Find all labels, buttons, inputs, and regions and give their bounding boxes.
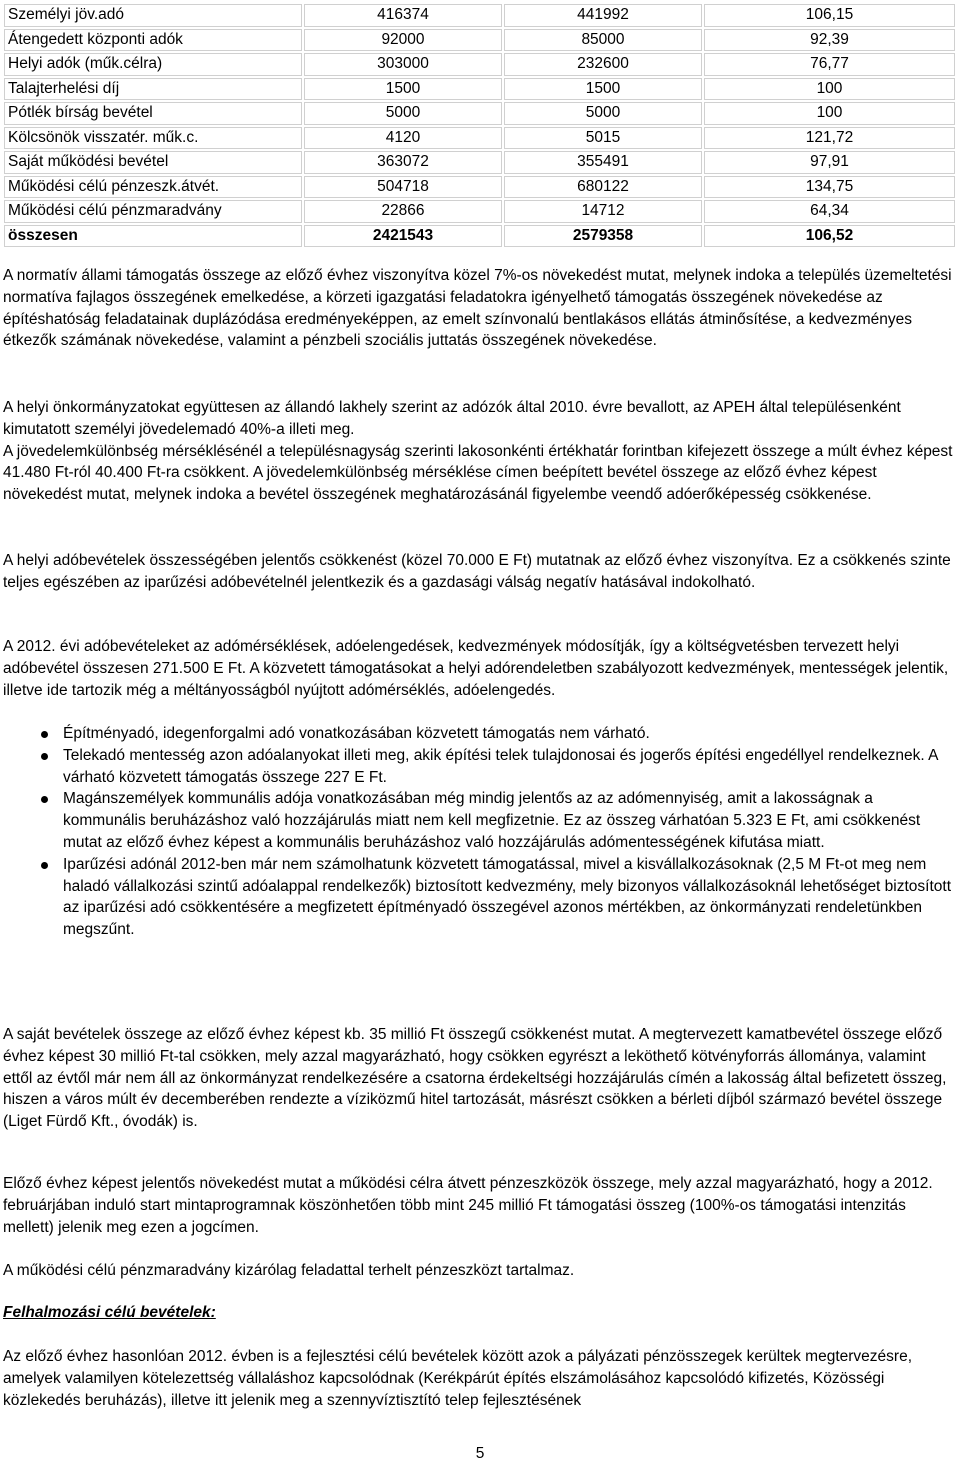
total-value-2: 2579358 — [504, 225, 702, 248]
list-item — [3, 788, 956, 853]
row-label: Saját működési bevétel — [4, 151, 302, 174]
row-value-2: 14712 — [504, 200, 702, 223]
paragraph-adobevetel-2012 — [3, 636, 956, 701]
row-value-2: 232600 — [504, 53, 702, 76]
row-ratio: 100 — [704, 78, 955, 101]
row-label: Talajterhelési díj — [4, 78, 302, 101]
paragraph-text: A 2012. évi adóbevételeket az adómérséklések, adóelengedések, kedvezmények módosítják, így a költségvetésben tervezett helyi adóbevétel összesen 271.500 E Ft. A közvetett támogatásokat a helyi adórendeletben szabályozott kedvezmények, mentességek jelentik, illetve ide tartozik még a méltányosságból nyújtott adómérséklés, adóelengedés. — [3, 638, 949, 699]
row-value-2: 1500 — [504, 78, 702, 101]
row-value-2: 5000 — [504, 102, 702, 125]
paragraph-text: Előző évhez képest jelentős növekedést mutat a működési célra átvett pénzeszközök összege, mely azzal magyarázható, hogy a 2012. februárjában induló start mintaprogramnak köszönhetően több mint 245 millió Ft támogatási összeg (100%-os támogatási intenzitás mellett) jelenik meg ezen a jogcímen. — [3, 1175, 933, 1236]
bullet-icon — [41, 731, 48, 738]
bullet-list — [3, 723, 956, 941]
paragraph-text: A normatív állami támogatás összege az előző évhez viszonyítva közel 7%-os növekedést mutat, melynek indoka a település üzemeltetési normatíva fajlagos összegének emelkedése, a körzeti igazgatási feladatokra igényelhető támogatás összegének növekedése az építéshatóság feladatainak duplázódása eredményeképpen, az emelt színvonalú bentlakásos ellátás átminősítése, a kedvezményes étkezők számának növekedése, valamint a pénzbeli szociális juttatás összegének növekedése. — [3, 267, 952, 350]
row-value-1: 92000 — [304, 29, 502, 52]
row-value-1: 363072 — [304, 151, 502, 174]
paragraph-felhalmozasi — [3, 1346, 956, 1411]
list-item — [3, 723, 956, 745]
paragraph-sajat-bevetelek — [3, 1024, 956, 1133]
total-ratio: 106,52 — [704, 225, 955, 248]
row-value-1: 303000 — [304, 53, 502, 76]
row-ratio: 92,39 — [704, 29, 955, 52]
paragraph-penzmaradvany — [3, 1260, 956, 1282]
section-heading — [3, 1302, 956, 1324]
paragraph-text: A saját bevételek összege az előző évhez képest kb. 35 millió Ft összegű csökkenést mutat. A megtervezett kamatbevétel összege előző évhez képest 30 millió Ft-tal csökken, mely azzal magyarázható, hogy csökken egyrészt a leköthető kötvényforrás állománya, valamint ettől az évtől már nem áll az önkormányzat rendelkezésére a csatorna érdekeltségi hozzájárulás címén a lakosság által befizetett összeg, hiszen a város múlt év decemberében rendezte a víziközmű hitel tartozását, másrészt csökken a bérleti díjból származó bevétel összege (Liget Fürdő Kft., óvodák) is. — [3, 1026, 947, 1131]
paragraph-text: A jövedelemkülönbség mérséklésénél a településnagyság szerinti lakosonkénti értékhatár forintban kifejezett összege a múlt évhez képest 41.480 Ft-ról 40.400 Ft-ra csökkent. A jövedelemkülönbség mérséklése címen beépített bevétel összege az előző évhez képest növekedést mutat, melynek indoka a bevétel összegének meghatározásánál figyelembe veendő adóerőképesség csökkenése. — [3, 442, 953, 504]
row-label: Helyi adók (műk.célra) — [4, 53, 302, 76]
paragraph-text: A helyi önkormányzatokat együttesen az állandó lakhely szerint az adózók által 2010. évre bevallott, az APEH által településenként kimutatott személyi jövedelemadó 40%-a illeti meg. — [3, 399, 901, 438]
table-total-row — [4, 225, 955, 248]
row-value-1: 22866 — [304, 200, 502, 223]
row-label: Személyi jöv.adó — [4, 4, 302, 27]
row-ratio: 64,34 — [704, 200, 955, 223]
bullet-icon — [41, 796, 48, 803]
list-item-text: Építményadó, idegenforgalmi adó vonatkozásában közvetett támogatás nem várható. — [63, 725, 650, 742]
row-ratio: 76,77 — [704, 53, 955, 76]
list-item — [3, 854, 956, 941]
table-row — [4, 53, 955, 76]
page-number: 5 — [475, 1445, 485, 1462]
table-row — [4, 176, 955, 199]
paragraph-atvett-penzeszkoz — [3, 1173, 956, 1238]
row-ratio: 106,15 — [704, 4, 955, 27]
budget-table — [2, 2, 957, 249]
row-label: Pótlék bírság bevétel — [4, 102, 302, 125]
row-ratio: 121,72 — [704, 127, 955, 150]
table-row — [4, 151, 955, 174]
row-ratio: 97,91 — [704, 151, 955, 174]
row-label: Működési célú pénzmaradvány — [4, 200, 302, 223]
list-item-text: Telekadó mentesség azon adóalanyokat illeti meg, akik építési telek tulajdonosai és jogerős építési engedéllyel rendelkeznek. A várható közvetett támogatás összege 227 E Ft. — [63, 746, 938, 786]
row-value-2: 441992 — [504, 4, 702, 27]
total-label: összesen — [4, 225, 302, 248]
row-ratio: 134,75 — [704, 176, 955, 199]
table-row — [4, 78, 955, 101]
budget-table-body — [4, 4, 955, 247]
bullet-icon — [41, 753, 48, 760]
row-value-1: 416374 — [304, 4, 502, 27]
row-ratio: 100 — [704, 102, 955, 125]
table-row — [4, 102, 955, 125]
row-value-2: 5015 — [504, 127, 702, 150]
list-item-text: Magánszemélyek kommunális adója vonatkozásában még mindig jelentős az az adómennyiség, amit a lakosságnak a kommunális beruházáshoz való hozzájárulás miatt nem kell megfizetnie. Ez az összeg várhatóan 5.323 E Ft, ami csökkenést mutat az előző évhez képest a kommunális beruházáshoz való hozzájárulás adómentességének kifutása miatt. — [63, 790, 921, 851]
paragraph-normativ — [3, 265, 956, 352]
heading-text: Felhalmozási célú bevételek: — [3, 1304, 216, 1321]
list-item — [3, 745, 956, 789]
row-label: Átengedett központi adók — [4, 29, 302, 52]
row-value-2: 680122 — [504, 176, 702, 199]
paragraph-helyi-adok — [3, 550, 956, 594]
bullet-icon — [41, 862, 48, 869]
row-value-1: 1500 — [304, 78, 502, 101]
paragraph-text: A helyi adóbevételek összességében jelentős csökkenést (közel 70.000 E Ft) mutatnak az előző évhez viszonyítva. Ez a csökkenés szinte teljes egészében az iparűzési adóbevételnél jelentkezik és a gazdasági válság negatív hatásával indokolható. — [3, 552, 951, 591]
paragraph-szja — [3, 397, 956, 506]
row-value-1: 504718 — [304, 176, 502, 199]
row-label: Kölcsönök visszatér. műk.c. — [4, 127, 302, 150]
row-value-1: 5000 — [304, 102, 502, 125]
row-value-2: 85000 — [504, 29, 702, 52]
row-value-2: 355491 — [504, 151, 702, 174]
total-value-1: 2421543 — [304, 225, 502, 248]
table-row — [4, 200, 955, 223]
paragraph-text: Az előző évhez hasonlóan 2012. évben is a fejlesztési célú bevételek között azok a pályázati pénzösszegek kerültek megtervezésre, amelyek valamilyen kötelezettség vállaláshoz kapcsolódnak (Kerékpárút építés elszámolásához kapcsolódó kifizetés, Közösségi közlekedés beruházás), illetve itt jelenik meg a szennyvíztisztító telep fejlesztésének — [3, 1348, 912, 1409]
table-row — [4, 4, 955, 27]
row-label: Működési célú pénzeszk.átvét. — [4, 176, 302, 199]
table-row — [4, 29, 955, 52]
table-row — [4, 127, 955, 150]
list-item-text: Iparűzési adónál 2012-ben már nem számolhatunk közvetett támogatással, mivel a kisvállalkozásoknak (2,5 M Ft-ot meg nem haladó vállalkozási szintű adóalappal rendelkezők) biztosított kedvezmény, mely bizonyos vállalkozásoknál lehetőséget biztosított az iparűzési adó csökkentésére a megfizetett építményadó összegével azonos mértékben, az önkormányzati rendeletünkben megszűnt. — [63, 855, 952, 939]
paragraph-text: A működési célú pénzmaradvány kizárólag feladattal terhelt pénzeszközt tartalmaz. — [3, 1262, 575, 1279]
row-value-1: 4120 — [304, 127, 502, 150]
